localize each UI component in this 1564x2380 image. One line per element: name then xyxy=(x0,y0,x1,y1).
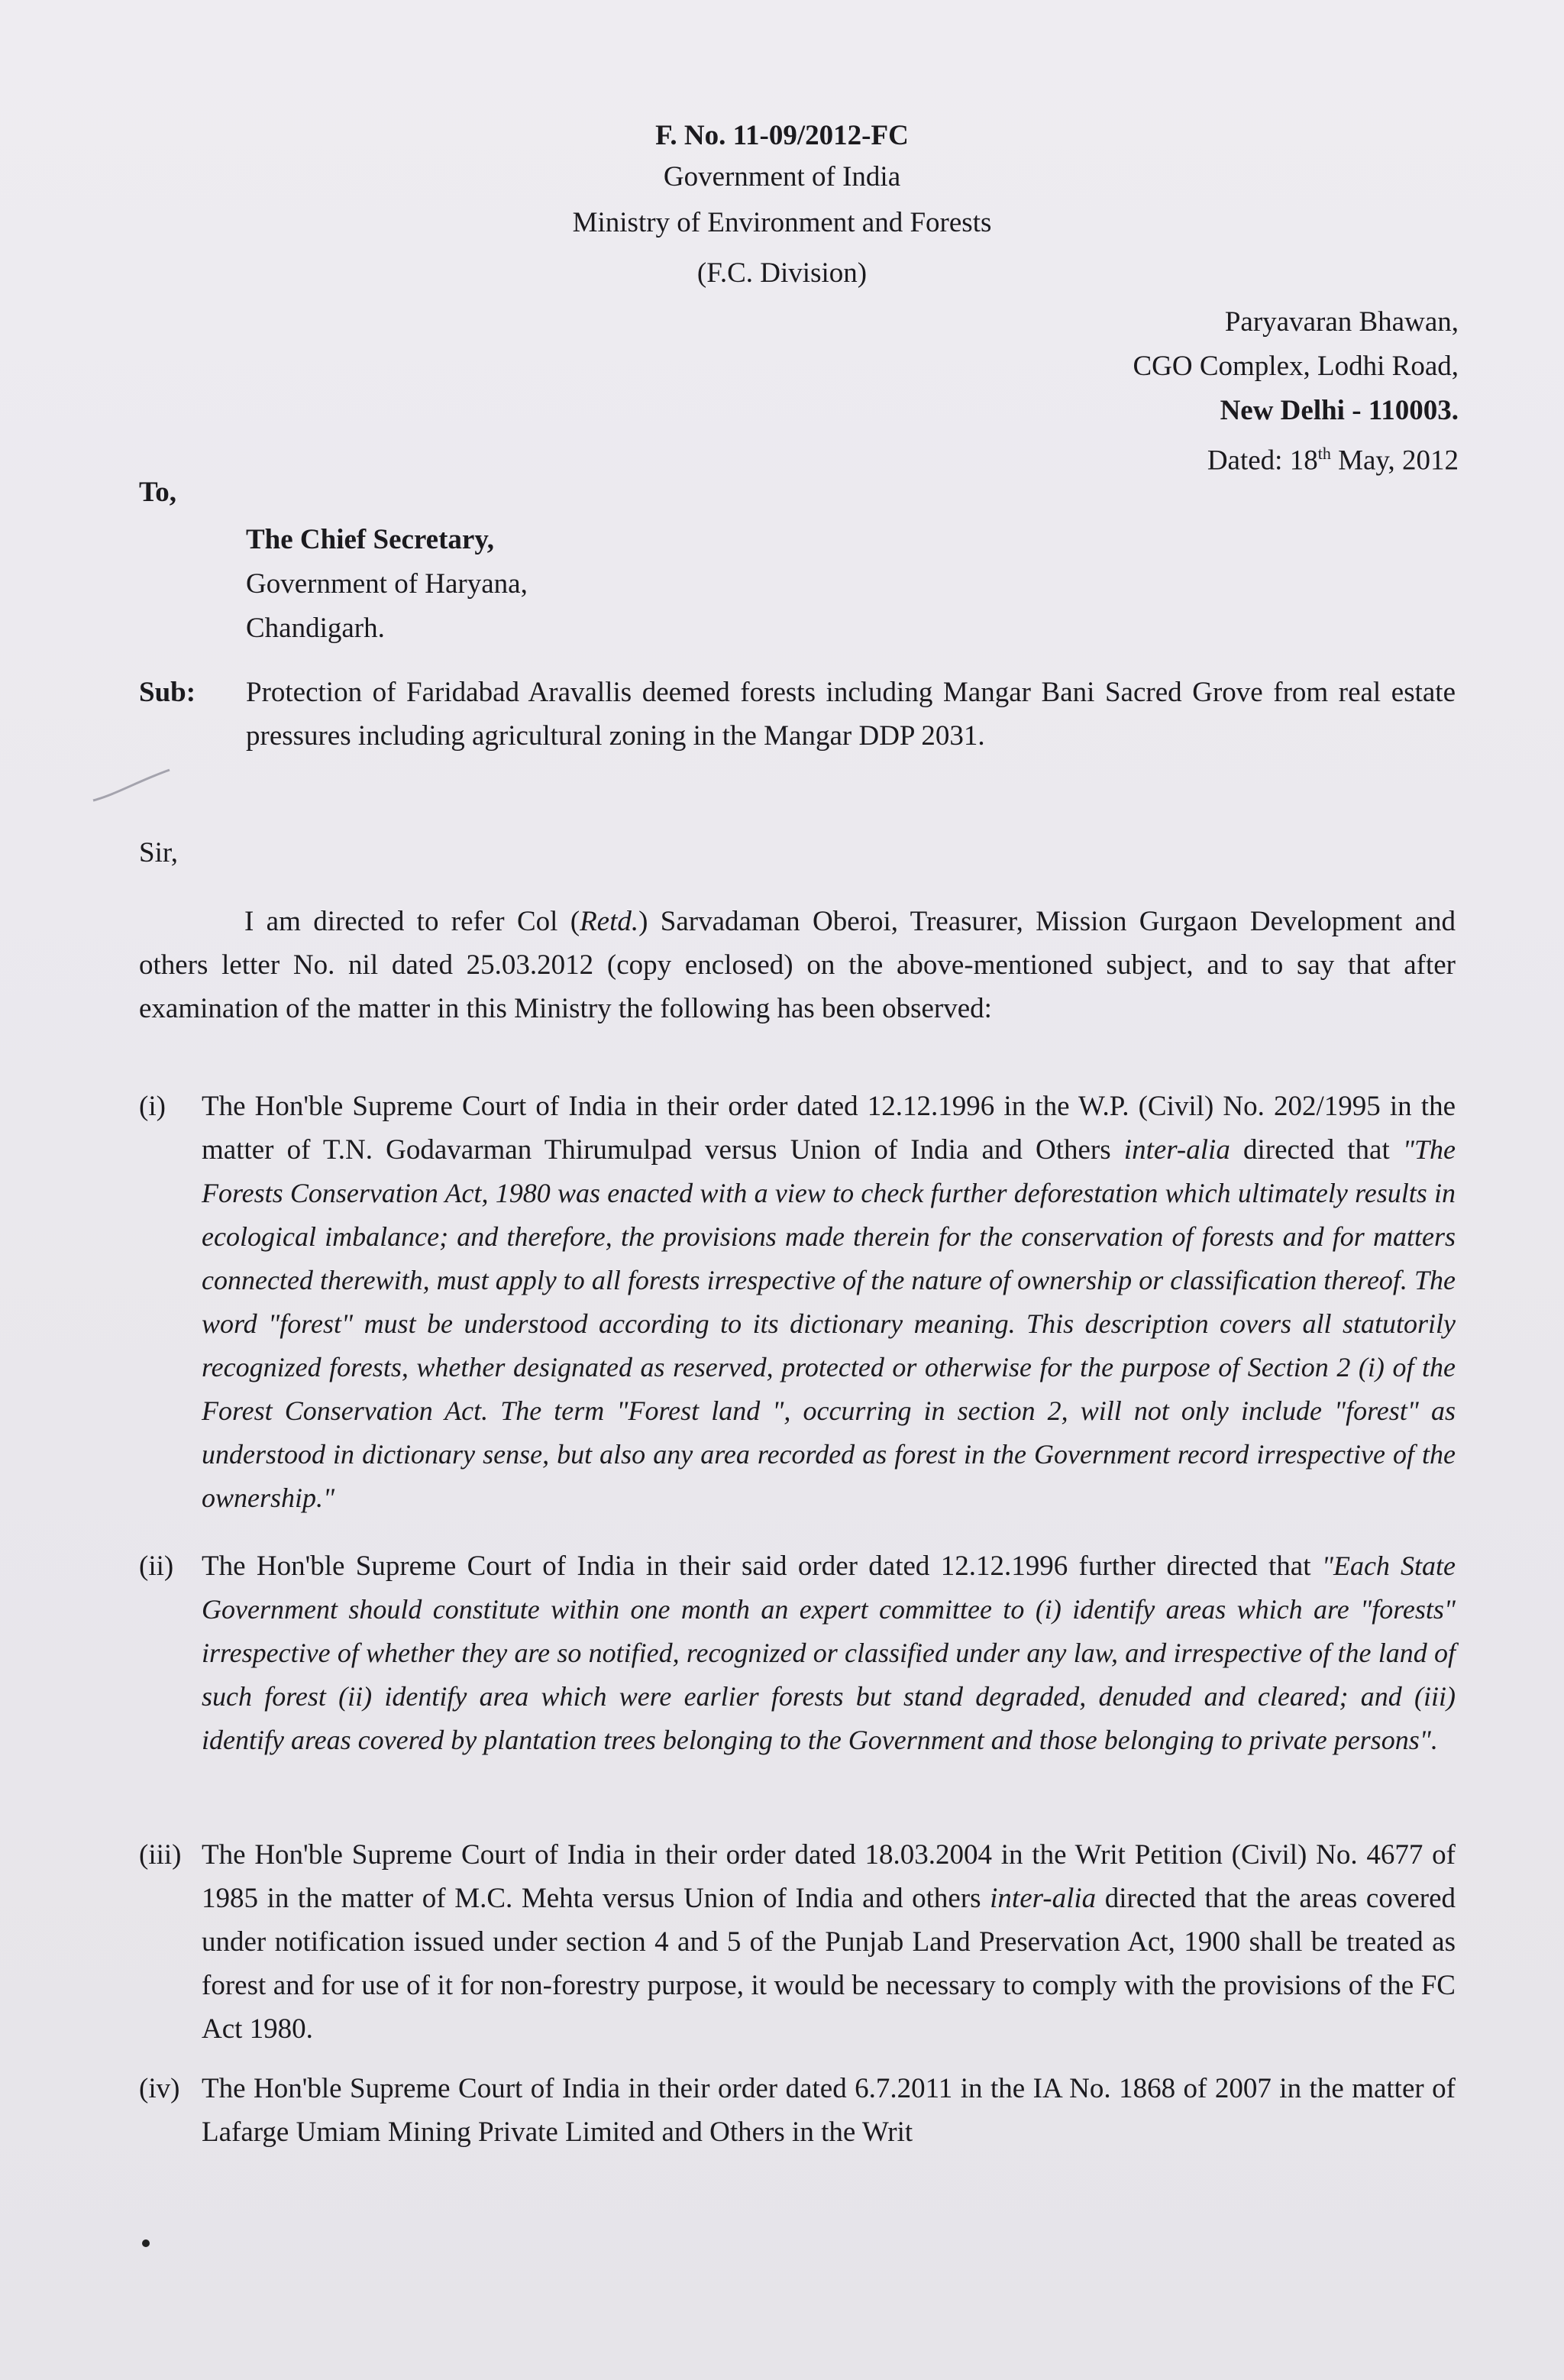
point-ii-text: The Hon'ble Supreme Court of India in their said order dated 12.12.1996 further directed that xyxy=(202,1551,1322,1582)
point-marker-ii: (ii) xyxy=(139,1551,174,1582)
point-text-iv: The Hon'ble Supreme Court of India in their order dated 6.7.2011 in the IA No. 1868 of 2007 in the matter of Lafarge Umiam Mining Private Limited and Others in the Writ xyxy=(202,2073,1456,2148)
point-marker-i: (i) xyxy=(139,1091,166,1122)
salutation: Sir, xyxy=(139,837,178,868)
intro-italic: Retd. xyxy=(580,906,639,937)
subject-text: Protection of Faridabad Aravallis deemed forests including Mangar Bani Sacred Grove from real estate pressures including agricultural zoning in the Mangar DDP 2031. xyxy=(246,677,1456,752)
point-text-i xyxy=(202,1085,1456,1520)
point-iii-italic: inter-alia xyxy=(990,1883,1097,1914)
file-number: F. No. 11-09/2012-FC xyxy=(655,120,909,151)
point-i-text: The Hon'ble Supreme Court of India in their order dated 12.12.1996 in the W.P. (Civil) No. 202/1995 in the matter of T.N. Godavarman Thirumulpad versus Union of India and Others xyxy=(202,1091,1456,1166)
address-city: New Delhi - 110003. xyxy=(1220,395,1459,426)
point-iii-text: The Hon'ble Supreme Court of India in their order dated 18.03.2004 in the Writ Petition (Civil) No. 4677 of 1985 in the matter of M.C. Mehta versus Union of India and others xyxy=(202,1839,1456,1914)
intro-before: I am directed to refer Col ( xyxy=(244,906,580,937)
recipient-place: Chandigarh. xyxy=(246,613,385,644)
address-building: Paryavaran Bhawan, xyxy=(1224,306,1459,338)
pen-stroke-mark xyxy=(86,764,177,810)
subject-label: Sub: xyxy=(139,677,196,708)
to-label: To, xyxy=(139,477,177,508)
point-marker-iii: (iii) xyxy=(139,1839,182,1871)
point-text-iii xyxy=(202,1833,1456,2051)
point-i-italic: inter-alia xyxy=(1123,1134,1230,1166)
intro-after: ) Sarvadaman Oberoi, Treasurer, Mission Gurgaon Development and others letter No. nil dated 25.03.2012 (copy enclosed) on the above-mentioned subject, and to say that after examination of the matter in this Ministry the following has been observed: xyxy=(139,906,1456,1024)
address-complex: CGO Complex, Lodhi Road, xyxy=(1133,351,1459,382)
recipient-title: The Chief Secretary, xyxy=(246,524,495,555)
date-prefix: Dated: 18 xyxy=(1207,445,1318,477)
ministry-line: Ministry of Environment and Forests xyxy=(572,207,992,238)
point-text-ii xyxy=(202,1544,1456,1762)
intro-paragraph xyxy=(139,900,1456,1030)
point-marker-iv: (iv) xyxy=(139,2073,180,2104)
recipient-org: Government of Haryana, xyxy=(246,568,528,600)
point-i-mid: directed that xyxy=(1230,1134,1403,1166)
date-superscript: th xyxy=(1317,444,1331,463)
date-suffix: May, 2012 xyxy=(1330,445,1459,477)
letter-date xyxy=(840,432,1459,482)
punch-hole-dot xyxy=(142,2239,150,2247)
government-line: Government of India xyxy=(663,161,901,192)
division-line: (F.C. Division) xyxy=(696,257,868,289)
point-iii-rest: directed that the areas covered under notification issued under section 4 and 5 of the Punjab Land Preservation Act, 1900 shall be treated as forest and for use of it for non-forestry purpose, it would be necessary to comply with the provisions of the FC Act 1980. xyxy=(202,1883,1456,2045)
point-ii-quote: "Each State Government should constitute within one month an expert committee to (i) identify areas which are "forests" irrespective of whether they are so notified, recognized or classified under any law, and irrespective of the land of such forest (ii) identify area which were earlier forests but stand degraded, denuded and cleared; and (iii) identify areas covered by plantation trees belonging to the Government and those belonging to private persons". xyxy=(202,1551,1456,1755)
point-i-quote: "The Forests Conservation Act, 1980 was enacted with a view to check further deforestation which ultimately results in ecological imbalance; and therefore, the provisions made therein for the conservation of forests and for matters connected therewith, must apply to all forests irrespective of the nature of ownership or classification thereof. The word "forest" must be understood according to its dictionary meaning. This description covers all statutorily recognized forests, whether designated as reserved, protected or otherwise for the purpose of Section 2 (i) of the Forest Conservation Act. The term "Forest land ", occurring in section 2, will not only include "forest" as understood in dictionary sense, but also any area recorded as forest in the Government record irrespective of the ownership." xyxy=(202,1134,1456,1513)
